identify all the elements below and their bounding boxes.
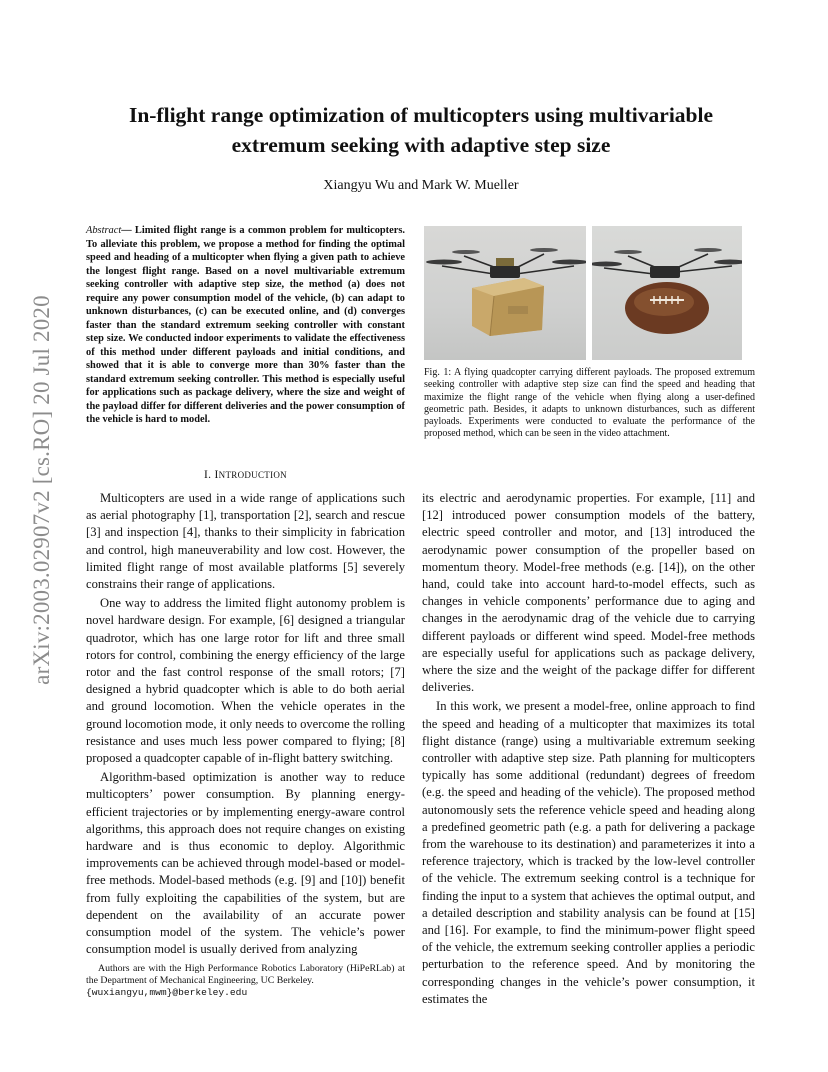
paragraph: its electric and aerodynamic properties. For example, [11] and [12] introduced power consumption models of the battery, electric speed controller and motor, and [13] introduced the aerodynamic power consumption of the propeller based on momentum theory. Model-free methods (e.g. [14]), on the other hand, could take into account hard-to-model effects, such as changes in vehicle components’ performance due to aging and changes in the aerodynamic drag of the vehicle due to carrying different payloads or different wind speed. Model-free methods are especially useful for applications such as package delivery, where the size and the weight of the package differ for different deliveries. (422, 491, 755, 695)
footnote-email: {wuxiangyu,mwm}@berkeley.edu (86, 987, 248, 999)
photo-quadcopter-box-payload (424, 226, 586, 360)
author-footnote (86, 963, 405, 1000)
body-column-left (86, 490, 405, 958)
section-numeral: I. (204, 469, 212, 481)
section-heading-introduction (86, 469, 405, 481)
abstract-label: Abstract (86, 225, 122, 236)
photo-quadcopter-football-payload (592, 226, 742, 360)
body-column-right (422, 490, 755, 1008)
arxiv-side-identifier (27, 295, 57, 685)
figure-caption: Fig. 1: A flying quadcopter carrying different payloads. The proposed extremum seeking controller with adaptive step size can find the speed and heading that maximize the flight range of the vehicle when flying along a user-defined geometric path. Besides, it adapts to unknown disturbances, such as different payloads. Experiments were conducted to evaluate the performance of the proposed method, which can be seen in the video attachment. (424, 367, 755, 440)
paragraph: In this work, we present a model-free, online approach to find the speed and heading of a multicopter that maximizes its total flight distance (range) using a multivariable extremum seeking controller with adaptive step size. Path planning for multicopters typically has some additional (redundant) degrees of freedom (e.g. the speed and heading of the vehicle). The proposed method autonomously sets the reference vehicle speed and heading along a predefined geometric path (e.g. a path for delivering a package from the warehouse to its destination) and parameterizes it into a reference trajectory, which is tracked by the low-level controller of the vehicle. The extremum seeking control is a technique for finding the input to a system that achieves the optimal output, and a detailed description and stability analysis can be found at [15] and [16]. For example, to find the minimum-power flight speed of the vehicle, the extremum seeking controller applies a periodic perturbation to the reference speed. And by monitoring the corresponding changes in the vehicle’s power consumption, it estimates the (422, 699, 755, 1006)
paragraph: One way to address the limited flight autonomy problem is novel hardware design. For example, [6] designed a triangular quadrotor, which has one large rotor for lift and three small rotors for control, combining the energy efficiency of the large rotor and the fast control response of the small rotors; [7] designed a hybrid quadcopter which is able to do both aerial and ground locomotion. When the vehicle operates in the ground locomotion mode, it only needs to overcome the rolling resistance and uses much less power compared to flying; [8] proposed a quadcopter capable of in-flight battery switching. (86, 596, 405, 766)
title-line-1: In-flight range optimization of multicopters using multivariable (128, 103, 714, 127)
author-list: Xiangyu Wu and Mark W. Mueller (323, 178, 519, 193)
section-title-rest: NTRODUCTION (218, 470, 287, 480)
paper-title (86, 100, 756, 160)
title-line-2: extremum seeking with adaptive step size (231, 133, 611, 157)
footnote-text: Authors are with the High Performance Robotics Laboratory (HiPeRLab) at the Department of Mechanical Engineering, UC Berkeley. (86, 963, 405, 987)
arxiv-identifier-text: arXiv:2003.02907v2 [cs.RO] 20 Jul 2020 (29, 295, 54, 685)
paragraph: Algorithm-based optimization is another way to reduce multicopters’ power consumption. By planning energy-efficient trajectories or by implementing energy-aware control algorithms, this approach does not require changes on existing hardware and is thus economic to deploy. Algorithmic improvements can be achieved through model-based or model-free methods. Model-based methods (e.g. [9] and [10]) benefit from fully exploiting the capabilities of the system, but are dependent on the availability of an accurate power consumption model of the system. The vehicle’s power consumption model is usually derived from analyzing (86, 770, 405, 957)
section-title-initial: I (214, 469, 219, 481)
paragraph: Multicopters are used in a wide range of applications such as aerial photography [1], transportation [2], search and rescue [3] and inspection [4], thanks to their simplicity in fabrication and control, high maneuverability and low cost. However, the limited flight range of most available platforms [5] severely constrains their range of applications. (86, 491, 405, 592)
abstract-text: — Limited flight range is a common problem for multicopters. To alleviate this problem, we propose a method for finding the optimal speed and heading of a multicopter when flying a given path to achieve the longest flight range. Based on a novel multivariable extremum seeking controller with adaptive step size, the method (a) does not require any power consumption model of the vehicle, (b) can adapt to unknown disturbances, (c) can be executed online, and (d) converges faster than the standard extremum seeking controller with constant step size. We conducted indoor experiments to validate the effectiveness of this method under different payloads and initial conditions, and showed that it is able to converge more than 30% faster than the standard extremum seeking controller. This method is especially useful for applications such as package delivery, where the size and weight of the payload differ for different deliveries and the power consumption of the vehicle is hard to model. (86, 225, 405, 425)
abstract (86, 224, 405, 427)
